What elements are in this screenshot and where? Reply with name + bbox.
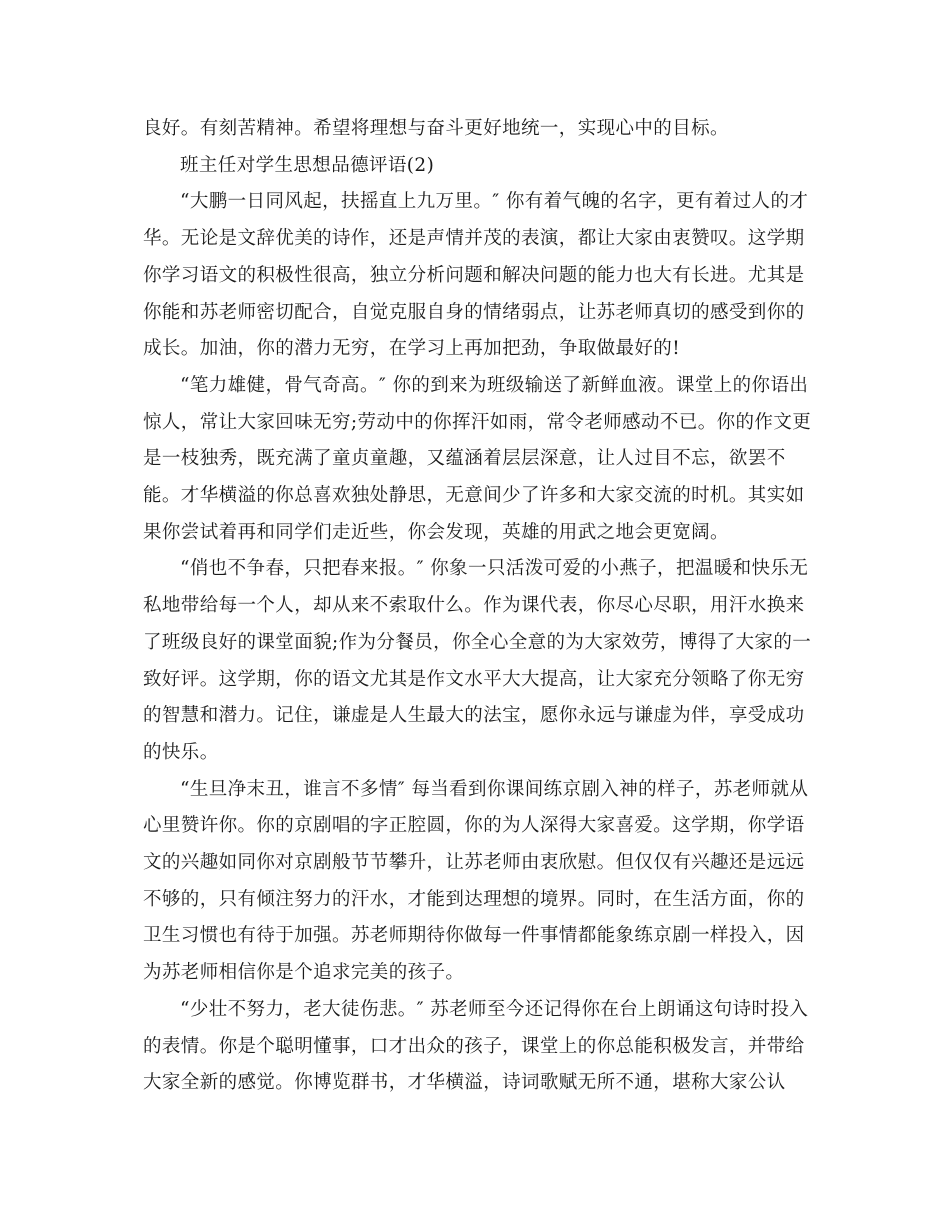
text-line: 心里赞许你。你的京剧唱的字正腔圆，你的为人深得大家喜爱。这学期，你学语 — [143, 815, 805, 837]
text-line: 私地带给每一个人，却从来不索取什么。作为课代表，你尽心尽职，用汗水换来 — [143, 595, 805, 617]
text-line: 惊人，常让大家回味无穷;劳动中的你挥汗如雨，常令老师感动不已。你的作文更 — [143, 411, 812, 433]
text-line: 你学习语文的积极性很高，独立分析问题和解决问题的能力也大有长进。尤其是 — [143, 264, 805, 286]
paragraph-start-line: “生旦净末丑，谁言不多情″ 每当看到你课间练京剧入神的样子，苏老师就从 — [180, 778, 809, 800]
text-line: 致好评。这学期，你的语文尤其是作文水平大大提高，让大家充分领略了你无穷 — [143, 668, 805, 690]
text-line: 的表情。你是个聪明懂事，口才出众的孩子，课堂上的你总能积极发言，并带给 — [143, 1035, 805, 1057]
text-line: 成长。加油，你的潜力无穷，在学习上再加把劲，争取做最好的! — [143, 338, 681, 360]
text-line: 能。才华横溢的你总喜欢独处静思，无意间少了许多和大家交流的时机。其实如 — [143, 485, 805, 507]
document-body — [143, 111, 812, 1102]
text-line: 大家全新的感觉。你博览群书，才华横溢，诗词歌赋无所不通，堪称大家公认 — [143, 1072, 786, 1094]
text-line: 果你尝试着再和同学们走近些，你会发现，英雄的用武之地会更宽阔。 — [143, 521, 729, 543]
text-line: 了班级良好的课堂面貌;作为分餐员，你全心全意的为大家效劳，博得了大家的一 — [143, 631, 812, 653]
text-line: 为苏老师相信你是个追求完美的孩子。 — [143, 962, 465, 984]
paragraph-start-line: “笔力雄健，骨气奇高。″ 你的到来为班级输送了新鲜血液。课堂上的你语出 — [180, 374, 809, 396]
text-line: 的智慧和潜力。记住，谦虚是人生最大的法宝，愿你永远与谦虚为伴，享受成功 — [143, 705, 805, 727]
text-line: 不够的，只有倾注努力的汗水，才能到达理想的境界。同时，在生活方面，你的 — [143, 888, 805, 910]
paragraph-start-line: “大鹏一日同风起，扶摇直上九万里。″ 你有着气魄的名字，更有着过人的才 — [180, 191, 809, 213]
text-line: 良好。有刻苦精神。希望将理想与奋斗更好地统一，实现心中的目标。 — [143, 118, 729, 139]
text-line: 你能和苏老师密切配合，自觉克服自身的情绪弱点，让苏老师真切的感受到你的 — [143, 301, 805, 323]
paragraph-start-line: “俏也不争春，只把春来报。″ 你象一只活泼可爱的小燕子，把温暖和快乐无 — [180, 558, 809, 580]
text-line: 卫生习惯也有待于加强。苏老师期待你做每一件事情都能象练京剧一样投入，因 — [143, 925, 805, 947]
paragraph-start-line: 班主任对学生思想品德评语(2) — [180, 154, 435, 176]
text-line: 文的兴趣如同你对京剧般节节攀升，让苏老师由衷欣慰。但仅仅有兴趣还是远远 — [143, 852, 805, 874]
text-line: 华。无论是文辞优美的诗作，还是声情并茂的表演，都让大家由衷赞叹。这学期 — [143, 228, 805, 250]
paragraph-start-line: “少壮不努力，老大徒伤悲。″ 苏老师至今还记得你在台上朗诵这句诗时投入 — [180, 998, 809, 1020]
text-line: 是一枝独秀，既充满了童贞童趣，又蕴涵着层层深意，让人过目不忘，欲罢不 — [143, 448, 786, 470]
text-line: 的快乐。 — [143, 741, 219, 763]
